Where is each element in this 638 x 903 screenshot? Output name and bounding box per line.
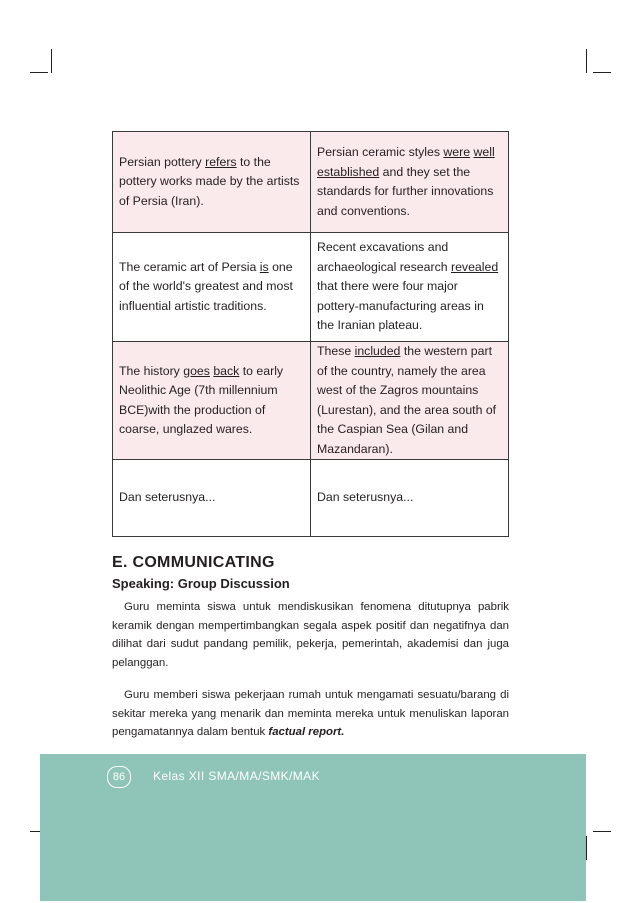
- emphasis-text: factual report.: [268, 726, 345, 738]
- crop-mark: [586, 836, 587, 860]
- table-row: [113, 342, 509, 460]
- underlined-word: goes: [183, 363, 210, 378]
- table-cell-right: Recent excavations and archaeological research revealed that there were four major pottery-manufacturing areas in the Iranian plateau.: [311, 233, 509, 342]
- crop-mark: [51, 49, 52, 73]
- crop-mark: [593, 831, 611, 832]
- table-cell-left: Persian pottery refers to the pottery works made by the artists of Persia (Iran).: [113, 132, 311, 233]
- table-cell-left: Dan seterusnya...: [113, 460, 311, 537]
- underlined-word: back: [213, 363, 240, 378]
- crop-mark: [586, 49, 587, 73]
- table-cell-left: The ceramic art of Persia is one of the world's greatest and most influential artistic traditions.: [113, 233, 311, 342]
- table-cell-right: These included the western part of the country, namely the area west of the Zagros mountains (Lurestan), and the area south of the Caspian Sea (Gilan and Mazandaran).: [311, 342, 509, 460]
- underlined-word: established: [317, 164, 380, 179]
- section-title: E. COMMUNICATING: [112, 554, 275, 571]
- crop-mark: [30, 72, 48, 73]
- underlined-word: were: [443, 145, 471, 159]
- table-row: [113, 132, 509, 233]
- section-subtitle: Speaking: Group Discussion: [112, 576, 290, 591]
- comparison-table: [112, 131, 509, 537]
- table-cell-left: The history goes back to early Neolithic Age (7th millennium BCE)with the production of coarse, unglazed wares.: [113, 342, 311, 460]
- underlined-word: included: [354, 344, 401, 358]
- page-number: 86: [107, 766, 131, 788]
- paragraph-discussion: Guru meminta siswa untuk mendiskusikan fenomena ditutupnya pabrik keramik dengan mempertimbangkan segala aspek positif dan negatifnya dan dilihat dari sudut pandang pemilik, pekerja, pemerintah, akademisi dan juga pelanggan.: [112, 601, 509, 669]
- table-cell-right: Dan seterusnya...: [311, 460, 509, 537]
- crop-mark: [593, 72, 611, 73]
- table-cell-right: Persian ceramic styles were well established and they set the standards for further innovations and conventions.: [311, 132, 509, 233]
- table-row: [113, 460, 509, 537]
- underlined-word: refers: [205, 154, 237, 169]
- underlined-word: is: [259, 259, 269, 274]
- underlined-word: revealed: [450, 259, 499, 274]
- table-row: [113, 233, 509, 342]
- footer-book-title: Kelas XII SMA/MA/SMK/MAK: [153, 769, 320, 783]
- underlined-word: well: [473, 145, 495, 159]
- paragraph-homework: Guru memberi siswa pekerjaan rumah untuk mengamati sesuatu/barang di sekitar mereka yang menarik dan meminta mereka untuk menuliskan laporan pengamatannya dalam bentuk factual report.: [112, 689, 509, 738]
